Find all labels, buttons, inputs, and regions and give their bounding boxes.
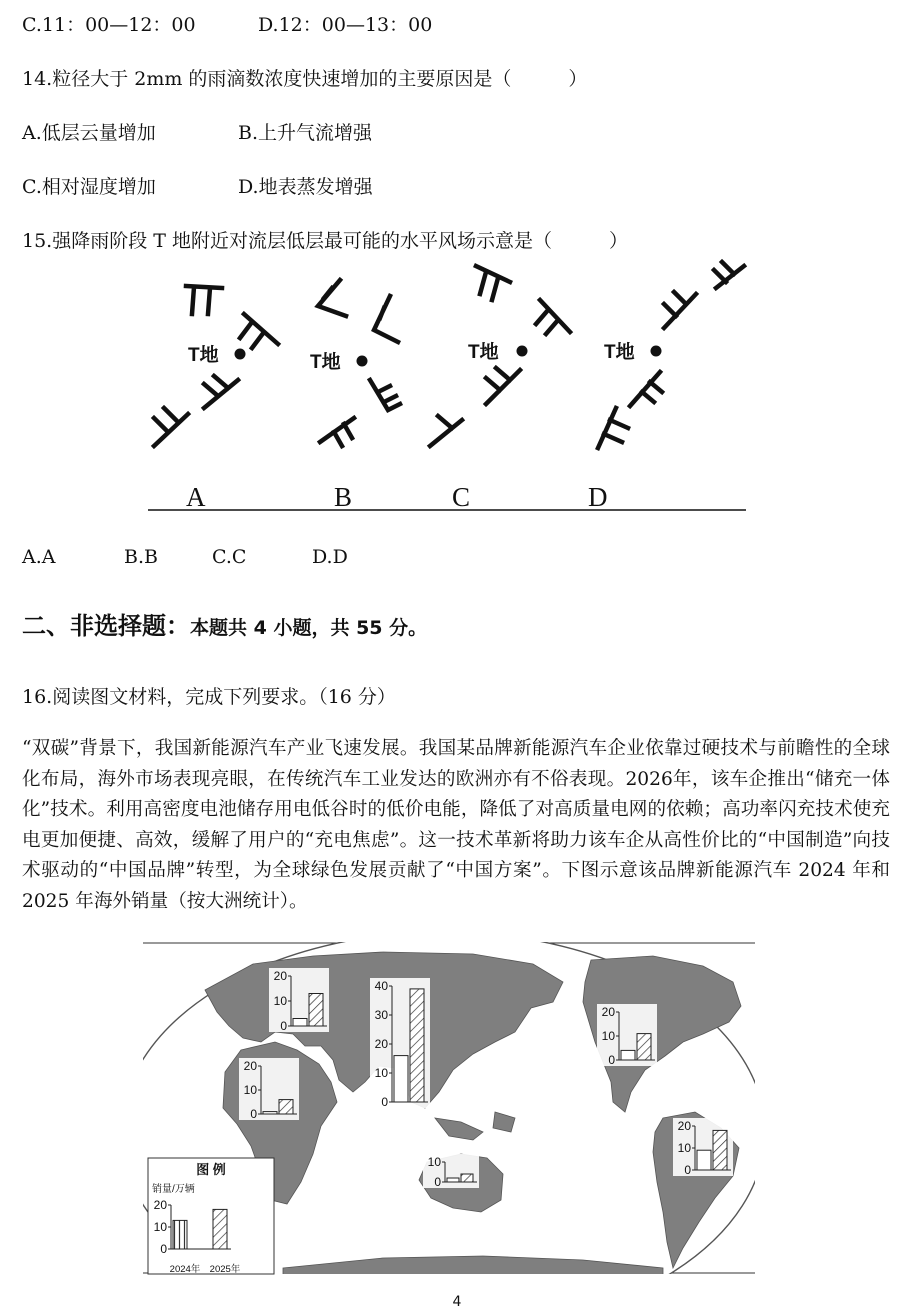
asia-tick-label: 30: [374, 1008, 388, 1022]
q15-option-c: C.C: [212, 546, 247, 568]
wind-barb: [476, 266, 510, 300]
asia-tick-label: 0: [381, 1095, 388, 1109]
wind-barb: [630, 372, 662, 406]
legend-series-2024: 2024年: [169, 1264, 201, 1275]
legend-bar-2024年: [173, 1220, 187, 1249]
section-heading: 二、非选择题：: [22, 612, 190, 640]
legend-tick-label: 0: [160, 1242, 167, 1256]
wind-barb: [240, 314, 278, 348]
wind-barb: [374, 296, 398, 342]
q15-option-d: D.D: [312, 546, 348, 568]
wind-barb: [320, 418, 354, 446]
north-america-tick-label: 10: [601, 1029, 615, 1043]
europe-tick-label: 0: [280, 1019, 287, 1033]
south-america-tick-label: 10: [677, 1141, 691, 1155]
chart-legend: [148, 1158, 274, 1275]
africa-tick-label: 0: [250, 1107, 257, 1121]
q13-option-c: C.11：00—12：00: [22, 14, 196, 36]
oceania-bar-2025年: [461, 1174, 473, 1182]
south-america-tick-label: 0: [684, 1163, 691, 1177]
t-point-label: T地: [310, 352, 341, 373]
section-title: [22, 606, 427, 641]
q16-stem: 16.阅读图文材料，完成下列要求。（16 分）: [22, 686, 396, 708]
panel-label-b: B: [334, 482, 353, 512]
legend-unit-label: 销量/万辆: [152, 1184, 195, 1195]
wind-field-figure: [140, 258, 760, 520]
legend-tick-label: 10: [153, 1220, 167, 1234]
europe-bar-2025年: [309, 994, 323, 1027]
asia-bar-2025年: [410, 989, 424, 1102]
q14-option-a: A.低层云量增加: [22, 122, 156, 144]
wind-barb: [186, 286, 222, 314]
africa-tick-label: 10: [243, 1083, 257, 1097]
section-description: 本题共 4 小题，共 55 分。: [190, 617, 428, 639]
bar-chart-oceania: [423, 1154, 479, 1189]
q16-passage: [22, 734, 890, 917]
bar-chart-south-america: [673, 1118, 733, 1177]
panel-label-d: D: [588, 482, 608, 512]
bar-chart-north-america: [597, 1004, 657, 1067]
t-point-label: T地: [468, 342, 499, 363]
north-america-bar-2024年: [621, 1050, 635, 1060]
q14-stem: 14.粒径大于 2mm 的雨滴数浓度快速增加的主要原因是（ ）: [22, 68, 588, 90]
oceania-tick-label: 10: [427, 1155, 441, 1169]
wind-barb: [318, 280, 346, 316]
legend-tick-label: 20: [153, 1198, 167, 1212]
north-america-bar-2025年: [637, 1034, 651, 1060]
sales-map-figure: [143, 942, 755, 1278]
wind-barb: [664, 292, 696, 328]
bar-chart-asia: [370, 978, 430, 1109]
q14-option-c: C.相对湿度增加: [22, 176, 156, 198]
q13-option-d: D.12：00—13：00: [258, 14, 433, 36]
q15-option-a: A.A: [22, 546, 56, 568]
asia-tick-label: 40: [374, 979, 388, 993]
q15-stem: 15.强降雨阶段 T 地附近对流层低层最可能的水平风场示意是（ ）: [22, 230, 628, 252]
asia-bar-2024年: [394, 1056, 408, 1102]
page-number: 4: [452, 1294, 462, 1310]
bar-chart-africa: [239, 1058, 299, 1121]
wind-barb: [204, 376, 238, 408]
bar-chart-europe: [269, 968, 329, 1033]
oceania-bar-2024年: [447, 1178, 459, 1182]
wind-barb: [486, 368, 520, 404]
panel-label-c: C: [452, 482, 471, 512]
asia-tick-label: 10: [374, 1066, 388, 1080]
wind-barb: [430, 416, 462, 446]
asia-tick-label: 20: [374, 1037, 388, 1051]
legend-series-2025: 2025年: [209, 1264, 241, 1275]
south-america-tick-label: 20: [677, 1119, 691, 1133]
wind-barb: [598, 408, 628, 448]
q16-passage-text: “双碳”背景下，我国新能源汽车产业飞速发展。我国某品牌新能源汽车企业依靠过硬技术与前瞻性的全球化布局，海外市场表现亮眼，在传统汽车工业发达的欧洲亦有不俗表现。2026年，该车企推出“储充一体化”技术。利用高密度电池储存用电低谷时的低价电能，降低了对高质量电网的依赖；高功率闪充技术使充电更加便捷、高效，缓解了用户的“充电焦虑”。这一技术革新将助力该车企从高性价比的“中国制造”向技术驱动的“中国品牌”转型，为全球绿色发展贡献了“中国方案”。下图示意该品牌新能源汽车 2024 年和 2025 年海外销量（按大洲统计）。: [22, 738, 890, 912]
europe-tick-label: 20: [273, 969, 287, 983]
t-point-label: T地: [188, 345, 219, 366]
south-america-bar-2024年: [697, 1150, 711, 1170]
t-point-label: T地: [604, 342, 635, 363]
q15-option-b: B.B: [124, 546, 158, 568]
wind-barb: [370, 380, 400, 410]
africa-bar-2024年: [263, 1112, 277, 1114]
europe-bar-2024年: [293, 1019, 307, 1027]
south-america-bar-2025年: [713, 1130, 727, 1170]
q14-option-b: B.上升气流增强: [238, 122, 373, 144]
north-america-tick-label: 0: [608, 1053, 615, 1067]
wind-barb: [154, 408, 188, 446]
oceania-tick-label: 0: [434, 1175, 441, 1189]
legend-title: 图 例: [196, 1162, 226, 1177]
panel-label-a: A: [186, 482, 206, 512]
wind-barb: [714, 262, 744, 288]
europe-tick-label: 10: [273, 994, 287, 1008]
wind-barb: [536, 300, 570, 334]
north-america-tick-label: 20: [601, 1005, 615, 1019]
africa-bar-2025年: [279, 1100, 293, 1114]
legend-bar-2025年: [213, 1209, 227, 1249]
africa-tick-label: 20: [243, 1059, 257, 1073]
q14-option-d: D.地表蒸发增强: [238, 176, 373, 198]
